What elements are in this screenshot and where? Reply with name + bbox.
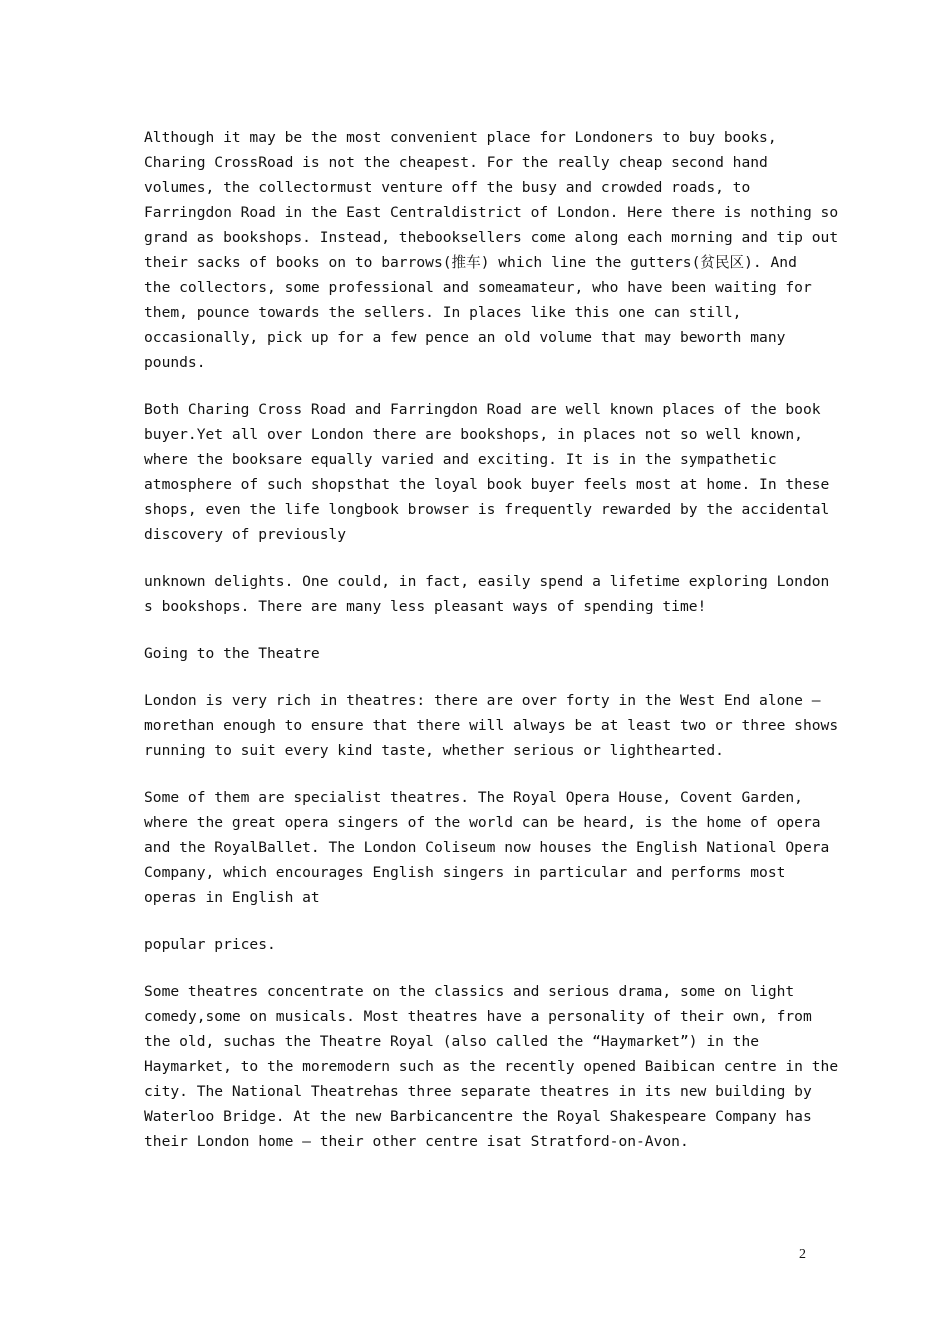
paragraph-rich-in-theatres — [144, 688, 839, 763]
text-line: the old, suchas the Theatre Royal (also called the “Haymarket”) in the — [144, 1033, 760, 1050]
text-line: pounds. — [144, 354, 206, 371]
page-number: 2 — [799, 1247, 806, 1262]
paragraph-farringdon-road — [144, 125, 839, 375]
text-line: comedy,some on musicals. Most theatres have a personality of their own, from — [144, 1008, 812, 1025]
text-line: morethan enough to ensure that there will always be at least two or three shows — [144, 717, 839, 734]
text-line: s bookshops. There are many less pleasant ways of spending time! — [144, 598, 707, 615]
paragraph-bookshops-all-over-london — [144, 397, 830, 547]
paragraph-unknown-delights — [144, 569, 830, 619]
paragraph-classics-and-drama — [144, 979, 839, 1154]
text-line: Some theatres concentrate on the classics and serious drama, some on light — [144, 983, 795, 1000]
text-line: their London home — their other centre isat Stratford-on-Avon. — [144, 1133, 689, 1150]
text-line: the collectors, some professional and someamateur, who have been waiting for — [144, 279, 812, 296]
text-line: Farringdon Road in the East Centraldistrict of London. Here there is nothing so — [144, 204, 839, 221]
text-line: shops, even the life longbook browser is frequently rewarded by the accidental — [144, 501, 830, 518]
text-line: running to suit every kind taste, whether serious or lighthearted. — [144, 742, 724, 759]
text-line: them, pounce towards the sellers. In places like this one can still, — [144, 304, 742, 321]
text-line: operas in English at — [144, 889, 320, 906]
text-line: Charing CrossRoad is not the cheapest. For the really cheap second hand — [144, 154, 768, 171]
text-line: city. The National Theatrehas three separate theatres in its new building by — [144, 1083, 812, 1100]
heading-text: Going to the Theatre — [144, 645, 320, 662]
text-line: volumes, the collectormust venture off the busy and crowded roads, to — [144, 179, 751, 196]
paragraph-specialist-theatres — [144, 785, 830, 910]
text-line: unknown delights. One could, in fact, easily spend a lifetime exploring London — [144, 573, 830, 590]
paragraph-popular-prices — [144, 932, 824, 957]
text-line: Haymarket, to the moremodern such as the recently opened Baibican centre in the — [144, 1058, 839, 1075]
text-line: where the booksare equally varied and exciting. It is in the sympathetic — [144, 451, 777, 468]
text-line: popular prices. — [144, 936, 276, 953]
text-line: their sacks of books on to barrows(推车) which line the gutters(贫民区). And — [144, 254, 797, 271]
text-line: Some of them are specialist theatres. The Royal Opera House, Covent Garden, — [144, 789, 803, 806]
section-heading-theatre — [144, 641, 824, 666]
text-line: Both Charing Cross Road and Farringdon Road are well known places of the book — [144, 401, 821, 418]
text-line: and the RoyalBallet. The London Coliseum now houses the English National Opera — [144, 839, 830, 856]
text-line: grand as bookshops. Instead, thebooksellers come along each morning and tip out — [144, 229, 839, 246]
page-body — [144, 125, 839, 1176]
text-line: Waterloo Bridge. At the new Barbicancentre the Royal Shakespeare Company has — [144, 1108, 812, 1125]
text-line: Company, which encourages English singers in particular and performs most — [144, 864, 786, 881]
text-line: atmosphere of such shopsthat the loyal book buyer feels most at home. In these — [144, 476, 830, 493]
text-line: occasionally, pick up for a few pence an old volume that may beworth many — [144, 329, 786, 346]
text-line: buyer.Yet all over London there are bookshops, in places not so well known, — [144, 426, 803, 443]
text-line: discovery of previously — [144, 526, 347, 543]
text-line: London is very rich in theatres: there are over forty in the West End alone — — [144, 692, 821, 709]
text-line: where the great opera singers of the world can be heard, is the home of opera — [144, 814, 821, 831]
text-line: Although it may be the most convenient place for Londoners to buy books, — [144, 129, 777, 146]
